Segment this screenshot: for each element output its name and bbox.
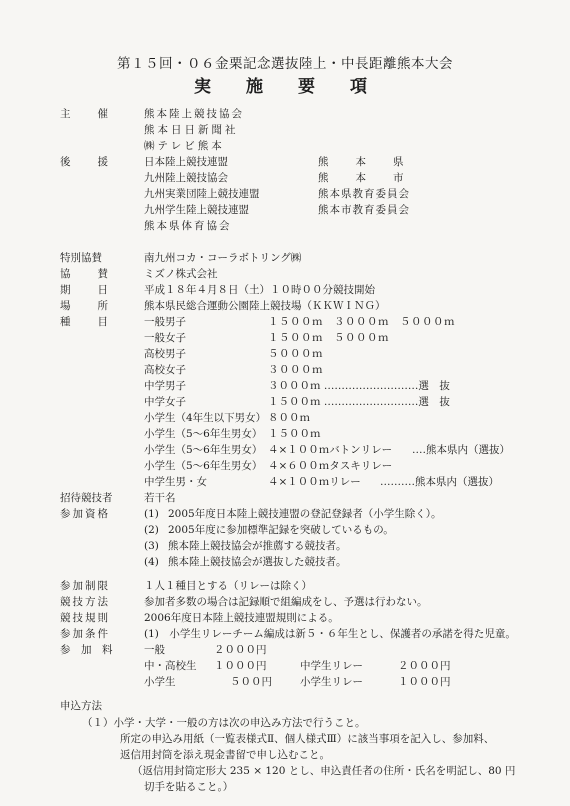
koen-item-right: 熊本市教育委員会 xyxy=(318,204,410,216)
event-list: ４×１００ｍリレー xyxy=(268,476,361,488)
tokubetsu-kyosan-value: 南九州コカ・コーラボトリング㈱ xyxy=(144,252,302,264)
koen-item: 熊本県体育協会 xyxy=(144,220,232,232)
kisoku-value: 2006年度日本陸上競技連盟規則による。 xyxy=(144,612,339,624)
shikaku-label: 参加資格 xyxy=(60,508,110,520)
joken-value: (1) 小学生リレーチーム編成は新５・６年生とし、保護者の承諾を得た児童。 xyxy=(144,628,516,640)
basho-value: 熊本県民総合運動公園陸上競技場（ＫＫＷＩＮＧ） xyxy=(144,300,386,312)
shusai-label: 主 催 xyxy=(60,108,108,120)
tokubetsu-kyosan-label: 特別協賛 xyxy=(60,252,102,264)
ryokin-label: 参 加 料 xyxy=(60,644,113,656)
kijitsu-label: 期 日 xyxy=(60,284,108,296)
event-category: 中学生男・女 xyxy=(144,476,207,488)
event-list: ４×１００ｍバトンリレー xyxy=(268,444,393,456)
event-list: ５０００ｍ xyxy=(268,348,323,360)
event-list: １５００ｍ ５０００ｍ xyxy=(268,332,389,344)
moushikomi-line: 返信用封筒を添え現金書留で申し込むこと。 xyxy=(120,749,330,761)
event-category: 中学女子 xyxy=(144,396,186,408)
shotai-value: 若干名 xyxy=(144,492,176,504)
event-note: ‥‥熊本県内（選抜） xyxy=(412,444,511,456)
kyosan-label: 協 賛 xyxy=(60,268,108,280)
event-list: １５００ｍ ３０００ｍ ５０００ｍ xyxy=(268,316,455,328)
fee-category: 中・高校生 xyxy=(144,660,197,672)
shikaku-text: 2005年度に参加標準記録を突破しているもの。 xyxy=(168,524,394,536)
event-category: 中学男子 xyxy=(144,380,186,392)
fee-amount: １０００円 xyxy=(398,676,451,688)
shumoku-label: 種 目 xyxy=(60,316,108,328)
moushikomi-line: 切手を貼ること。） xyxy=(144,781,234,793)
event-category: 小学生（5～6年生男女） xyxy=(144,460,263,472)
shikaku-text: 2005年度日本陸上競技連盟の登記登録者（小学生除く）。 xyxy=(168,508,442,520)
fee-category: 中学生リレー xyxy=(300,660,363,672)
kisoku-label: 競技規則 xyxy=(60,612,110,624)
shikaku-text: 熊本陸上競技協会が推薦する競技者。 xyxy=(168,540,347,552)
fee-category: 小学生リレー xyxy=(300,676,363,688)
shotai-label: 招待競技者 xyxy=(60,492,113,504)
fee-amount: ２０００円 xyxy=(398,660,451,672)
hoho-label: 競技方法 xyxy=(60,596,110,608)
seigen-label: 参加制限 xyxy=(60,580,110,592)
moushikomi-line: （１）小学・大学・一般の方は次の申込み方法で行うこと。 xyxy=(82,717,366,729)
moushikomi-line: （返信用封筒定形大 235 × 120 とし、申込責任者の住所・氏名を明記し、80 円 xyxy=(132,765,516,777)
shusai-item: ㈱テレビ熊本 xyxy=(144,140,225,152)
event-list: ３０００ｍ xyxy=(268,364,323,376)
shusai-item: 熊本日日新聞社 xyxy=(144,124,239,136)
koen-item-right: 熊本県教育委員会 xyxy=(318,188,410,200)
koen-item-right: 熊 本 県 xyxy=(318,156,406,168)
shusai-item: 熊本陸上競技協会 xyxy=(144,108,244,120)
koen-item-right: 熊 本 市 xyxy=(318,172,406,184)
event-category: 一般女子 xyxy=(144,332,186,344)
event-category: 小学生（4年生以下男女） xyxy=(144,412,267,424)
kijitsu-value: 平成１８年４月８日（土）１０時００分競技開始 xyxy=(144,284,375,296)
document-subtitle: 実 施 要 項 xyxy=(194,77,376,97)
koen-item: 日本陸上競技連盟 xyxy=(144,156,228,168)
shikaku-text: 熊本陸上競技協会が選抜した競技者。 xyxy=(168,556,347,568)
fee-amount: ５００円 xyxy=(230,676,272,688)
joken-label: 参加条件 xyxy=(60,628,110,640)
document-title: 第１５回・０６金栗記念選抜陸上・中長距離熊本大会 xyxy=(117,56,453,72)
event-category: 小学生（5～6年生男女） xyxy=(144,444,263,456)
kyosan-value: ミズノ株式会社 xyxy=(144,268,218,280)
koen-item: 九州学生陸上競技連盟 xyxy=(144,204,249,216)
fee-amount: １０００円 xyxy=(214,660,267,672)
moushikomi-line: 所定の申込み用紙（一覧表様式Ⅱ、個人様式Ⅲ）に該当事項を記入し、参加料、 xyxy=(120,733,495,745)
event-list: ４×６００ｍタスキリレー xyxy=(268,460,393,472)
basho-label: 場 所 xyxy=(60,300,108,312)
koen-item: 九州陸上競技協会 xyxy=(144,172,228,184)
shikaku-num: (2) xyxy=(144,524,159,536)
event-category: 高校男子 xyxy=(144,348,186,360)
event-list: ３０００ｍ ………………………選 抜 xyxy=(268,380,450,392)
hoho-value: 参加者多数の場合は記録順で組編成をし、予選は行わない。 xyxy=(144,596,428,608)
fee-category: 一般 xyxy=(144,644,165,656)
event-category: 一般男子 xyxy=(144,316,186,328)
fee-amount: ２０００円 xyxy=(214,644,267,656)
event-list: １５００ｍ xyxy=(268,428,321,440)
fee-category: 小学生 xyxy=(144,676,176,688)
shikaku-num: (1) xyxy=(144,508,159,520)
moushikomi-label: 申込方法 xyxy=(60,700,102,712)
koen-item: 九州実業団陸上競技連盟 xyxy=(144,188,260,200)
event-category: 高校女子 xyxy=(144,364,186,376)
seigen-value: １人１種目とする（リレーは除く） xyxy=(144,580,312,592)
event-note: ‥‥‥‥‥熊本県内（選抜） xyxy=(380,476,500,488)
koen-label: 後 援 xyxy=(60,156,108,168)
shikaku-num: (4) xyxy=(144,556,159,568)
event-category: 小学生（5～6年生男女） xyxy=(144,428,263,440)
shikaku-num: (3) xyxy=(144,540,159,552)
event-list: １５００ｍ ………………………選 抜 xyxy=(268,396,450,408)
event-list: ８００ｍ xyxy=(268,412,310,424)
